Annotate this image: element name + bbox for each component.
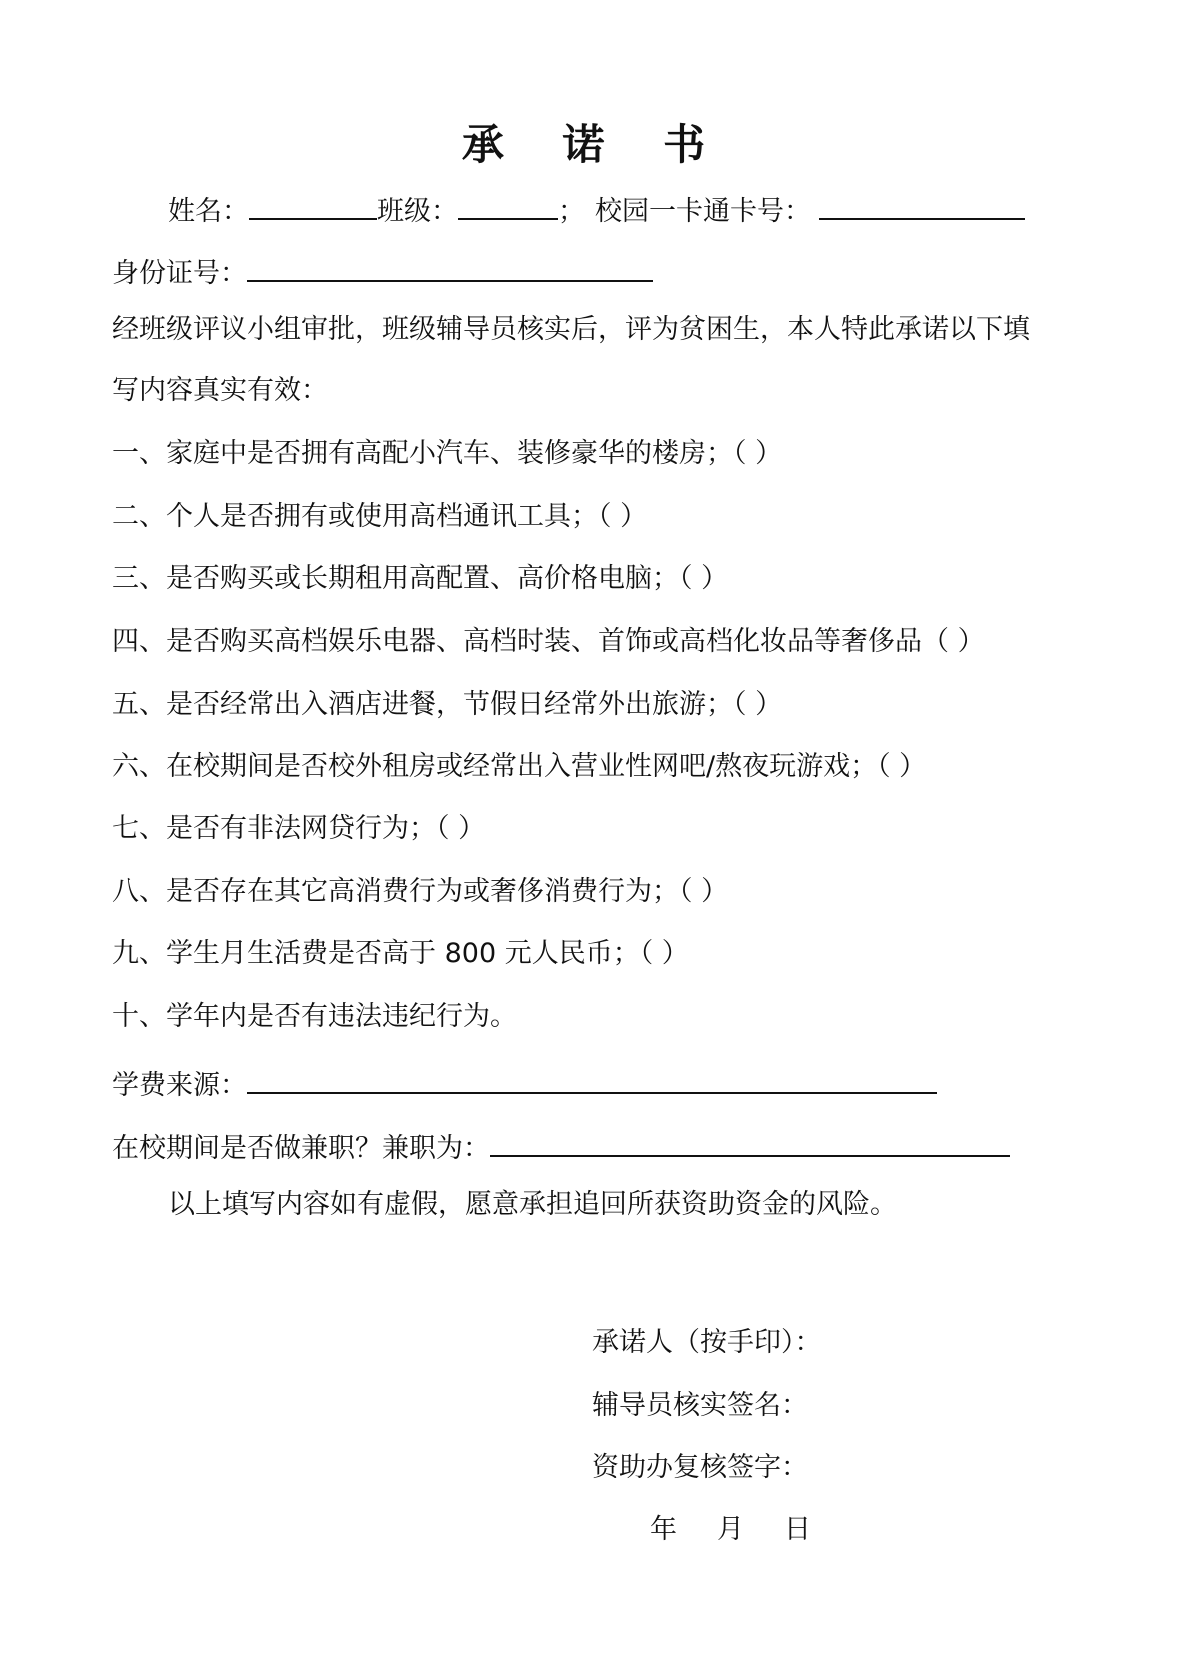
date-year: 年	[650, 1514, 677, 1545]
list-item: 十、学年内是否有违法违纪行为。	[112, 1001, 517, 1032]
date-row	[650, 1512, 811, 1548]
date-month: 月	[717, 1514, 744, 1545]
list-item: 二、个人是否拥有或使用高档通讯工具；（ ）	[112, 501, 648, 532]
intro-line-1: 经班级评议小组审批，班级辅导员核实后，评为贫困生，本人特此承诺以下填	[112, 314, 1030, 345]
promisor-signature-label: 承诺人（按手印）：	[592, 1327, 822, 1358]
parttime-label: 在校期间是否做兼职？兼职为：	[112, 1133, 490, 1164]
list-item: 三、是否购买或长期租用高配置、高价格电脑；（ ）	[112, 563, 729, 594]
parttime-blank[interactable]	[490, 1125, 1010, 1157]
declaration-text: 以上填写内容如有虚假，愿意承担追回所获资助资金的风险。	[168, 1189, 897, 1220]
office-signature-label: 资助办复核签字：	[592, 1452, 808, 1483]
tuition-row	[112, 1062, 937, 1104]
counselor-signature-label: 辅导员核实签名：	[592, 1390, 808, 1421]
parttime-row	[112, 1125, 1010, 1167]
name-label: 姓名：	[168, 196, 249, 227]
card-label: 校园一卡通卡号：	[595, 196, 811, 227]
date-day: 日	[784, 1514, 811, 1545]
id-blank[interactable]	[247, 250, 653, 282]
intro-line-2: 写内容真实有效：	[112, 375, 328, 406]
id-label: 身份证号：	[112, 258, 247, 289]
id-row	[112, 250, 653, 292]
tuition-label: 学费来源：	[112, 1070, 247, 1101]
class-blank[interactable]	[458, 188, 558, 220]
list-item: 四、是否购买高档娱乐电器、高档时装、首饰或高档化妆品等奢侈品（ ）	[112, 626, 985, 657]
list-item: 五、是否经常出入酒店进餐，节假日经常外出旅游；（ ）	[112, 689, 783, 720]
card-blank[interactable]	[819, 188, 1025, 220]
info-row	[168, 188, 1025, 230]
list-item: 一、家庭中是否拥有高配小汽车、装修豪华的楼房；（ ）	[112, 438, 783, 469]
list-item: 六、在校期间是否校外租房或经常出入营业性网吧/熬夜玩游戏；（ ）	[112, 751, 927, 782]
class-label: 班级：	[377, 196, 458, 227]
list-item: 九、学生月生活费是否高于 800 元人民币；（ ）	[112, 938, 689, 969]
card-separator: ；	[558, 196, 585, 227]
document-title: 承 诺 书	[461, 120, 728, 169]
name-blank[interactable]	[249, 188, 377, 220]
list-item: 七、是否有非法网贷行为；（ ）	[112, 813, 486, 844]
tuition-blank[interactable]	[247, 1062, 937, 1094]
list-item: 八、是否存在其它高消费行为或奢侈消费行为；（ ）	[112, 876, 729, 907]
